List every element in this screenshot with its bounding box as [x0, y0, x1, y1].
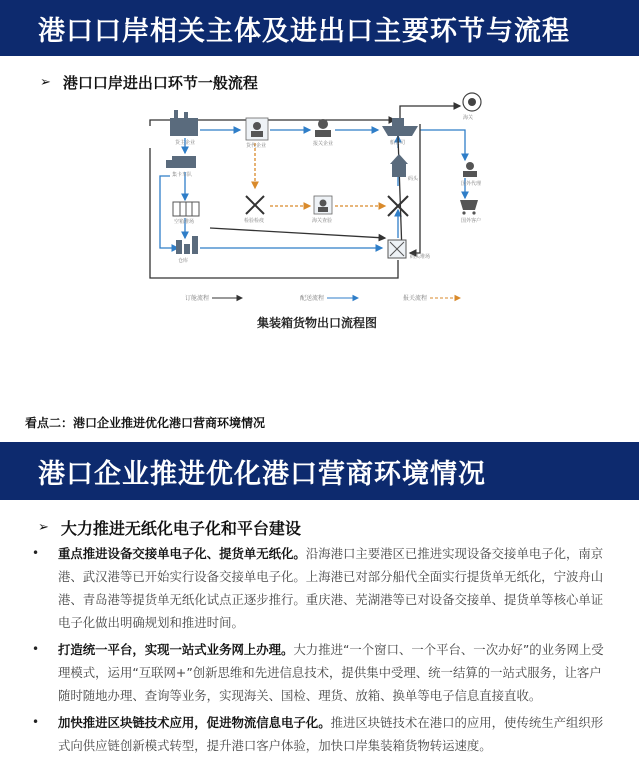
- node-label-broker: 报关企业: [313, 141, 334, 147]
- list-item-lead: 打造统一平台，实现一站式业务网上办理。: [58, 642, 294, 657]
- node-label-buyer: 国外客户: [461, 218, 482, 224]
- list-item: [30, 638, 610, 707]
- node-label-agent: 货代企业: [246, 143, 267, 149]
- node-check: [244, 196, 264, 224]
- list-item: [30, 711, 610, 757]
- header-banner: [0, 0, 639, 56]
- node-customs: [463, 93, 481, 121]
- node-label-foreign-agent: 国外代理: [461, 181, 482, 187]
- node-terminal: [388, 154, 419, 216]
- node-inspect: [312, 196, 332, 224]
- list-item-text: 推进区块链技术在港口的应用，使传统生产组织形式向供应链创新模式转型，提升港口客户体验，加快口岸集装箱货物转运速度。: [58, 715, 604, 753]
- section-heading-text: 港口口岸进出口环节一般流程: [62, 74, 258, 92]
- list-item-lead: 加快推进区块链技术应用，促进物流信息电子化。: [58, 715, 331, 730]
- bullet-dot-icon: •: [32, 642, 40, 656]
- node-label-yard: 仓库: [178, 258, 189, 264]
- list-item-text: 大力推进“一个窗口、一个平台、一次办好”的业务网上受理模式，运用“互联网+”创新思维和先进信息技术，提供集中受理、统一结算的一站式服务，让客户随时随地办理、查询等业务，实现海关、国检、理货、放箱、换单等电子信息直接直收。: [58, 642, 604, 703]
- node-label-ship: 船公司: [390, 140, 406, 146]
- node-label-truck: 集卡车队: [172, 172, 193, 178]
- section-heading-2-text: 大力推进无纸化电子化和平台建设: [60, 519, 301, 538]
- node-label-container: 空箱堆场: [174, 219, 195, 225]
- diagram-legend: [185, 294, 460, 302]
- bullet-list: [30, 542, 610, 761]
- list-item: [30, 542, 610, 634]
- node-label-terminal: 码头: [408, 176, 419, 182]
- node-weight: [388, 240, 430, 260]
- legend-distribution: 配送流程: [300, 295, 325, 302]
- node-foreign-agent: [461, 162, 481, 187]
- node-truck: [166, 156, 196, 178]
- list-item-lead: 重点推进设备交接单电子化、提货单无纸化。: [58, 546, 306, 561]
- node-broker: [313, 119, 333, 147]
- triangle-arrow-icon: ➢: [40, 75, 51, 90]
- node-label-check: 检验检疫: [244, 218, 265, 224]
- page-title: 港口口岸相关主体及进出口主要环节与流程: [38, 15, 570, 47]
- triangle-arrow-icon: ➢: [38, 520, 49, 535]
- node-label-customs: 海关: [463, 115, 474, 121]
- node-yard: [176, 236, 198, 264]
- section-banner: [0, 442, 639, 500]
- node-label-inspect: 海关查验: [312, 218, 333, 224]
- bullet-dot-icon: •: [32, 546, 40, 560]
- node-factory: [170, 110, 198, 146]
- node-agent: [246, 118, 268, 149]
- legend-order: 订舱流程: [185, 295, 210, 302]
- export-flow-diagram: [130, 88, 530, 316]
- node-ship: [382, 118, 418, 146]
- section-heading-2: [38, 516, 301, 539]
- node-buyer: [460, 200, 481, 224]
- node-label-factory: 货主企业: [175, 140, 196, 146]
- highlight-note: 看点二：港口企业推进优化港口营商环境情况: [25, 416, 266, 430]
- node-label-weight: 码头堆场: [410, 254, 431, 260]
- node-container: [173, 202, 199, 225]
- section-banner-title: 港口企业推进优化港口营商环境情况: [38, 458, 486, 490]
- bullet-dot-icon: •: [32, 715, 40, 729]
- list-item-text: 沿海港口主要港区已推进实现设备交接单电子化，南京港、武汉港等已开始实行设备交接单电子化。上海港已对部分船代全面实行提货单无纸化，宁波舟山港、青岛港等提货单无纸化试点正逐步推行。重庆港、芜湖港等已对设备交接单、提货单等核心单证电子化做出明确规划和推进时间。: [58, 546, 604, 630]
- legend-customs: 报关流程: [403, 295, 428, 302]
- diagram-caption: 集装箱货物出口流程图: [257, 316, 378, 330]
